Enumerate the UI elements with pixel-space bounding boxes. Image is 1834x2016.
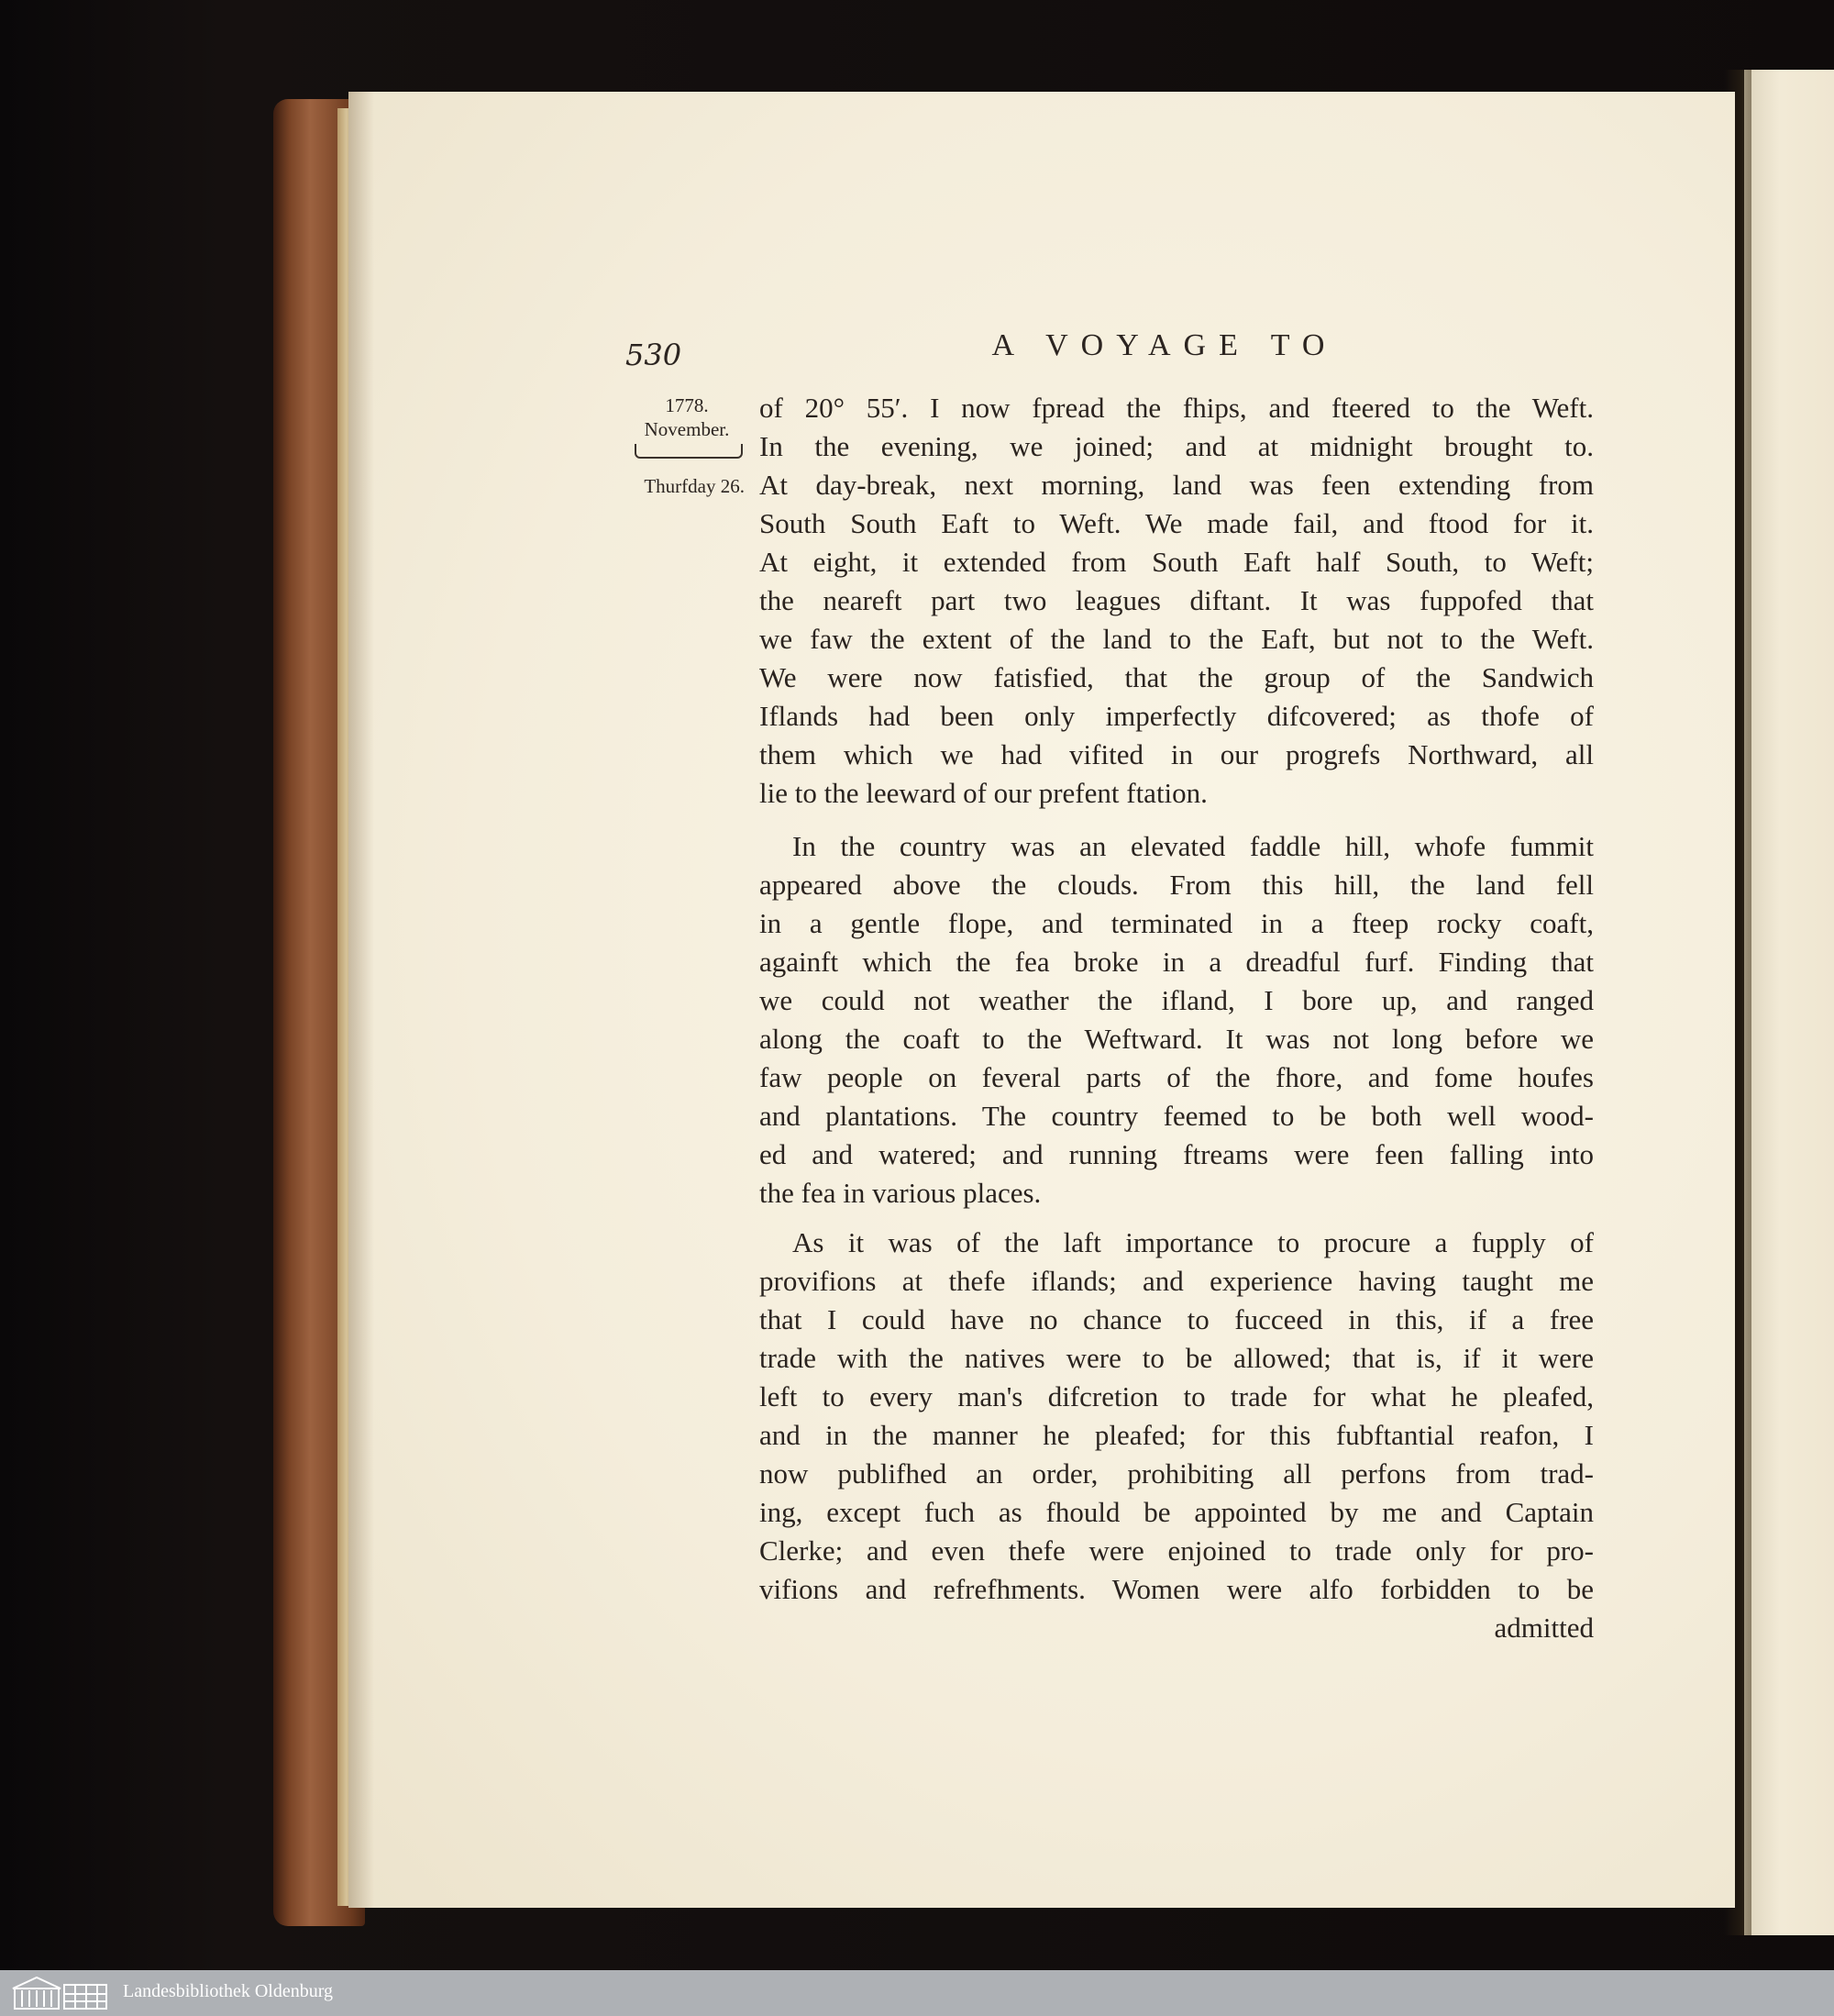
text-line: At eight, it extended from South Eaft half South, to Weft; [759,546,1594,578]
text-line: the fea in various places. [759,1177,1042,1209]
text-line: of 20° 55′. I now fpread the fhips, and fteered to the Weft. [759,392,1594,424]
facing-page-edge [1744,70,1834,1935]
text-line: ing, except fuch as fhould be appointed by me and Captain [759,1496,1594,1528]
text-line: and in the manner he pleafed; for this fubftantial reafon, I [759,1419,1594,1451]
page-number: 530 [625,338,682,372]
text-line: provifions at thefe iflands; and experience having taught me [759,1265,1594,1297]
margin-brace [635,444,743,459]
catchword: admitted [1494,1612,1594,1644]
text-line: trade with the natives were to be allowed; that is, if it were [759,1342,1594,1374]
text-line: Iflands had been only imperfectly difcovered; as thofe of [759,700,1594,732]
text-line: the neareft part two leagues diftant. It was fuppofed that [759,584,1594,616]
footer-label: Landesbibliothek Oldenburg [123,1981,334,2001]
page-gutter-shadow [348,92,374,1908]
text-line: we could not weather the ifland, I bore up, and ranged [759,984,1594,1016]
text-line: appeared above the clouds. From this hill, the land fell [759,869,1594,901]
text-line: and plantations. The country feemed to be both well wood- [759,1100,1594,1132]
text-line: ed and watered; and running ftreams were feen falling into [759,1138,1594,1170]
paragraph-2 [759,827,1594,1213]
text-line: left to every man's difcretion to trade for what he pleafed, [759,1380,1594,1412]
text-line: againft which the fea broke in a dreadful furf. Finding that [759,946,1594,978]
text-line: In the evening, we joined; and at midnight brought to. [759,430,1594,462]
margin-note-day: Thurfday 26. [644,475,745,497]
text-line: along the coaft to the Weftward. It was not long before we [759,1023,1594,1055]
text-line: vifions and refrefhments. Women were alfo forbidden to be [759,1573,1594,1605]
text-line: we faw the extent of the land to the Eaft, but not to the Weft. [759,623,1594,655]
text-line: At day-break, next morning, land was feen extending from [759,469,1594,501]
text-line: in a gentle flope, and terminated in a fteep rocky coaft, [759,907,1594,939]
text-line: As it was of the laft importance to procure a fupply of [792,1226,1594,1258]
text-line: faw people on feveral parts of the fhore, and fome houfes [759,1061,1594,1093]
margin-note-year: 1778. [665,394,709,416]
text-line: Clerke; and even thefe were enjoined to trade only for pro- [759,1534,1594,1567]
text-line: South South Eaft to Weft. We made fail, and ftood for it. [759,507,1594,539]
paragraph-3 [759,1224,1594,1647]
library-building-icon [9,1976,110,2010]
text-line: that I could have no chance to fucceed in this, if a free [759,1303,1594,1335]
text-line: In the country was an elevated faddle hill, whofe fummit [792,830,1594,862]
running-head: A VOYAGE TO [991,328,1338,362]
text-line: now publifhed an order, prohibiting all perfons from trad- [759,1457,1594,1490]
footer-bar [0,1970,1834,2016]
text-line: lie to the leeward of our prefent ftation. [759,777,1208,809]
margin-note-month: November. [644,418,730,440]
paragraph-1 [759,389,1594,813]
text-line: We were now fatisfied, that the group of the Sandwich [759,661,1594,693]
text-line: them which we had vifited in our progrefs Northward, all [759,738,1594,770]
